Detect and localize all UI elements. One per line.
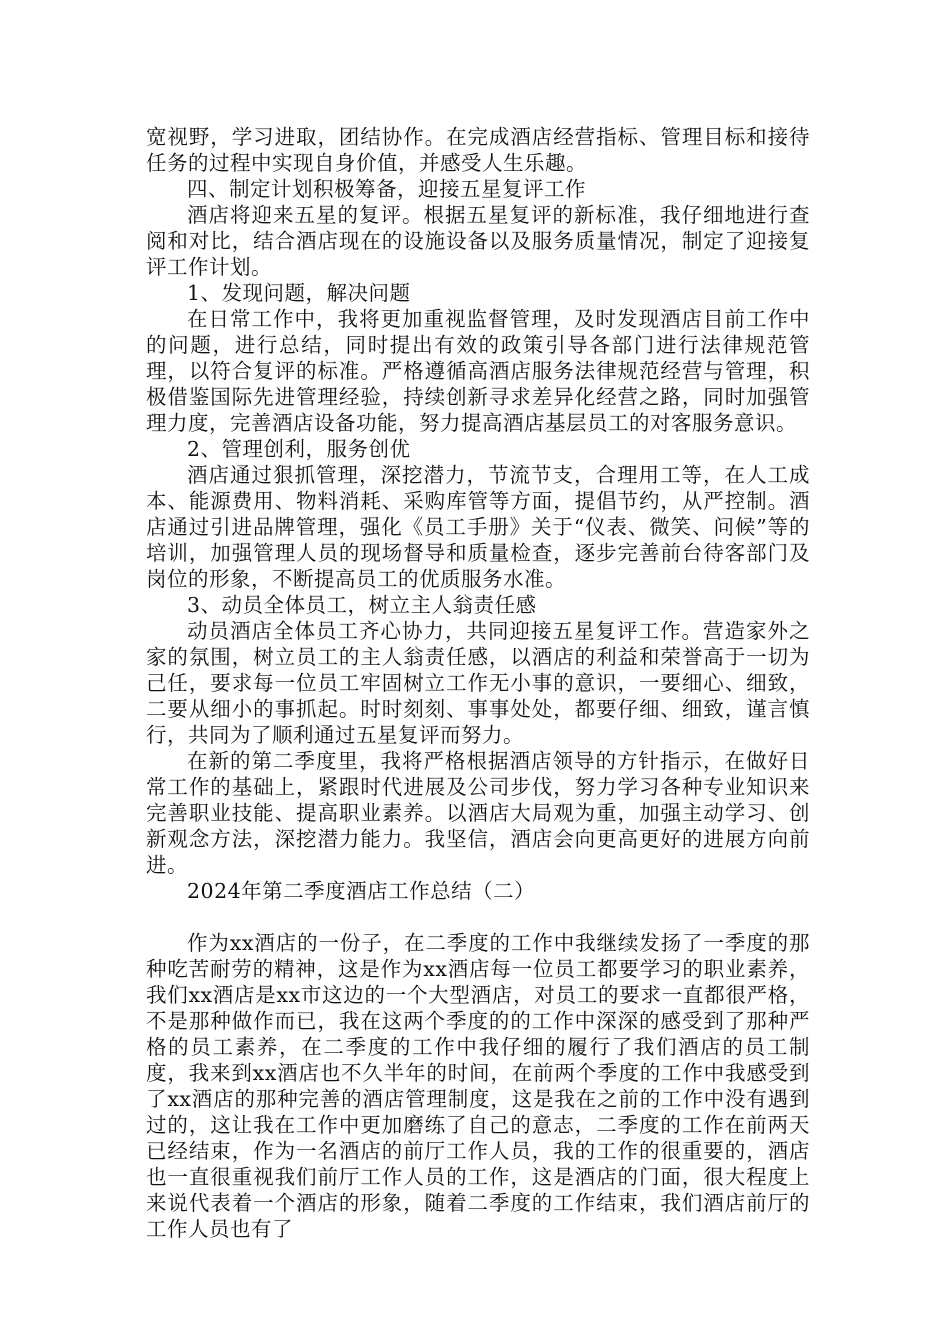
document-title: 2024年第二季度酒店工作总结（二） (187, 879, 536, 903)
document-body (146, 124, 810, 1242)
paragraph: 作为xx酒店的一份子，在二季度的工作中我继续发扬了一季度的那种吃苦耐劳的精神，这是作为xx酒店每一位员工都要学习的职业素养，我们xx酒店是xx市这边的一个大型酒店，对员工的要求一直都很严格，不是那种做作而已，我在这两个季度的的工作中深深的感受到了那种严格的员工素养，在二季度的工作中我仔细的履行了我们酒店的员工制度，我来到xx酒店也不久半年的时间，在前两个季度的工作中我感受到了xx酒店的那种完善的酒店管理制度，这是我在之前的工作中没有遇到过的，这让我在工作中更加磨练了自己的意志，二季度的工作在前两天已经结束，作为一名酒店的前厅工作人员，我的工作的很重要的，酒店也一直很重视我们前厅工作人员的工作，这是酒店的门面，很大程度上来说代表着一个酒店的形象，随着二季度的工作结束，我们酒店前厅的工作人员也有了 (146, 931, 810, 1241)
paragraph: 在新的第二季度里，我将严格根据酒店领导的方针指示，在做好日常工作的基础上，紧跟时代进展及公司步伐，努力学习各种专业知识来完善职业技能、提高职业素养。以酒店大局观为重，加强主动学习、创新观念方法，深挖潜力能力。我坚信，酒店会向更高更好的进展方向前进。 (146, 749, 810, 877)
paragraph: 动员酒店全体员工齐心协力，共同迎接五星复评工作。营造家外之家的氛围，树立员工的主人翁责任感，以酒店的利益和荣誉高于一切为己任，要求每一位员工牢固树立工作无小事的意识，一要细心、细致，二要从细小的事抓起。时时刻刻、事事处处，都要仔细、细致，谨言慎行，共同为了顺利通过五星复评而努力。 (146, 619, 810, 747)
paragraph: 宽视野，学习进取，团结协作。在完成酒店经营指标、管理目标和接待任务的过程中实现自身价值，并感受人生乐趣。 (146, 125, 810, 175)
subsection-heading: 2、管理创利，服务创优 (187, 437, 411, 461)
subsection-heading: 1、发现问题，解决问题 (187, 281, 411, 305)
paragraph: 酒店通过狠抓管理，深挖潜力，节流节支，合理用工等，在人工成本、能源费用、物料消耗、采购库管等方面，提倡节约，从严控制。酒店通过引进品牌管理，强化《员工手册》关于“仪表、微笑、问候”等的培训，加强管理人员的现场督导和质量检查，逐步完善前台待客部门及岗位的形象，不断提高员工的优质服务水准。 (146, 463, 810, 591)
blank-line (146, 904, 810, 930)
paragraph: 酒店将迎来五星的复评。根据五星复评的新标准，我仔细地进行查阅和对比，结合酒店现在的设施设备以及服务质量情况，制定了迎接复评工作计划。 (146, 203, 810, 279)
section-heading: 四、制定计划积极筹备，迎接五星复评工作 (187, 177, 586, 201)
paragraph: 在日常工作中，我将更加重视监督管理，及时发现酒店目前工作中的问题，进行总结，同时提出有效的政策引导各部门进行法律规范管理，以符合复评的标准。严格遵循高酒店服务法律规范经营与管理，积极借鉴国际先进管理经验，持续创新寻求差异化经营之路，同时加强管理力度，完善酒店设备功能，努力提高酒店基层员工的对客服务意识。 (146, 307, 810, 435)
subsection-heading: 3、动员全体员工，树立主人翁责任感 (187, 593, 537, 617)
